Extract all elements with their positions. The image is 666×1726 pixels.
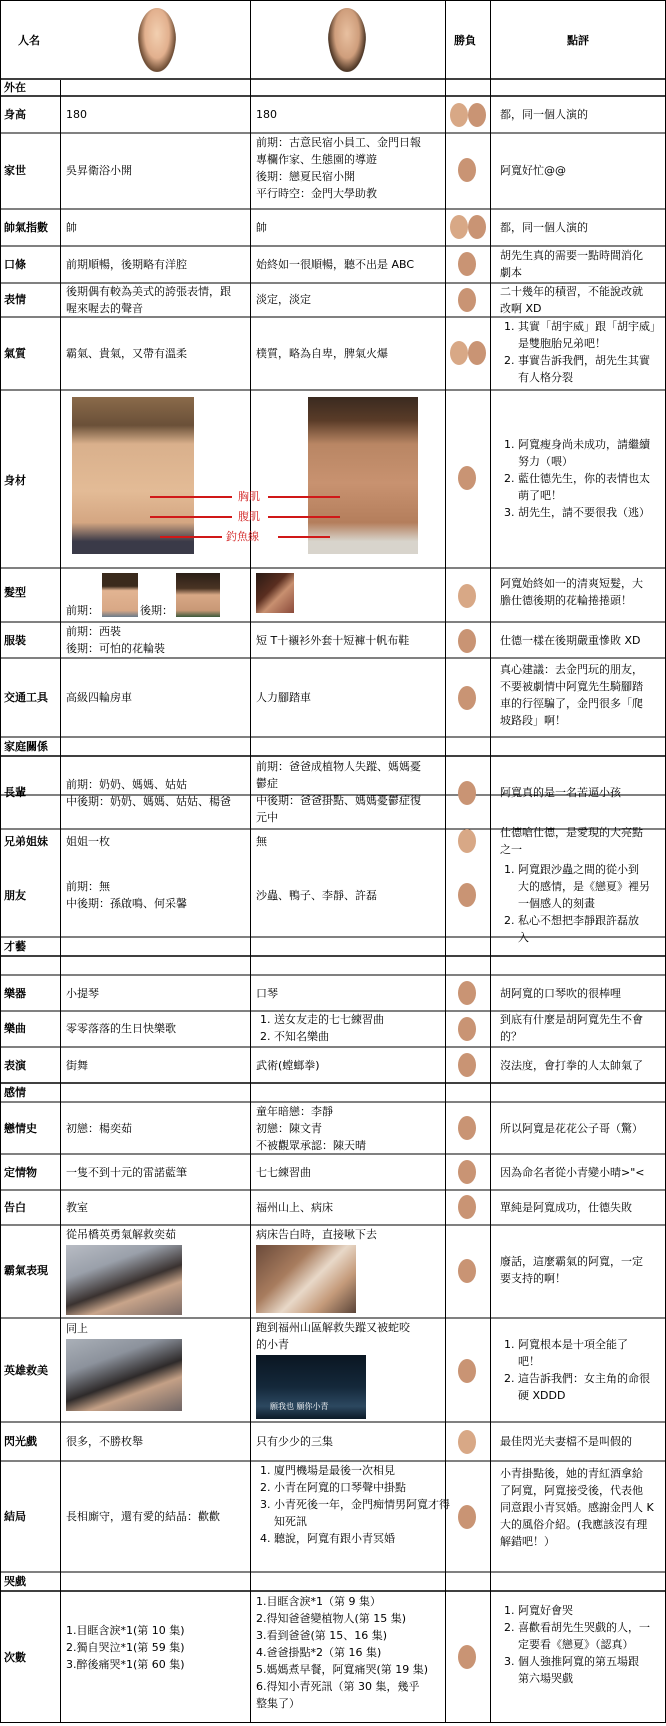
winner-icon: [458, 883, 476, 907]
row-temperament-comment: [500, 318, 666, 386]
row-bold-move-c2: 病床告白時，直接啾下去: [256, 1228, 377, 1241]
row-background-label: 家世: [4, 164, 26, 177]
row-siblings-label: 兄弟姐妹: [4, 835, 48, 848]
row-handsome-comment: 都，同一個人演的: [500, 221, 588, 234]
text-line: 是雙胞胎兄弟吧！: [518, 337, 606, 350]
row-confession-label: 告白: [4, 1201, 26, 1214]
row-rescue-comment: [500, 1336, 666, 1404]
comment-item: [518, 1336, 666, 1370]
winner-icon: [458, 1259, 476, 1283]
list-item: 3. 小青死後一年，金門痴情男阿寬才得知死訊: [274, 1496, 460, 1530]
row-bold-move-label: 霸氣表現: [4, 1264, 48, 1277]
text-line: 3. 胡先生，請不要很我（逃）: [518, 506, 650, 519]
row-token-c1: 一隻不到十元的雷諾藍筆: [66, 1166, 187, 1179]
winner-icon: [458, 1116, 476, 1140]
text-line: 1. 阿寬根本是十項全能了: [518, 1338, 628, 1351]
row-friends-c2: 沙蟲、鴨子、李靜、許磊: [256, 889, 377, 902]
text-line: 元中: [256, 811, 278, 824]
text-line: 專欄作家、生態園的導遊: [256, 153, 377, 166]
row-ending-label: 結局: [4, 1510, 26, 1523]
row-siblings-c2: 無: [256, 835, 267, 848]
header-result-label: 勝負: [454, 34, 476, 47]
text-line: 解錯吧！）: [500, 1535, 555, 1548]
text-line: 喔來喔去的聲音: [66, 302, 143, 315]
row-rescue-c2: [256, 1319, 442, 1353]
row-instrument-c2: 口琴: [256, 987, 278, 1000]
list-item: 2. 不知名樂曲: [274, 1028, 460, 1045]
tag-v-line: 釣魚線: [226, 530, 259, 543]
row-physique-comment: [500, 436, 666, 521]
comment-item: [518, 861, 666, 912]
text-line: 坡路段」啊！: [500, 714, 566, 727]
winner-icon: [458, 288, 476, 312]
text-line: 要支持的啊！: [500, 1272, 566, 1285]
text-line: 2. 這告訴我們：女主角的命很: [518, 1372, 650, 1385]
text-line: 2. 事實告訴我們，胡先生其實: [518, 354, 650, 367]
row-speech-comment: [500, 247, 643, 281]
text-line: 中後期：爸爸掛點、媽媽憂鬱症復: [256, 794, 421, 807]
winner-icon: [458, 466, 476, 490]
row-performance-c2: 武術(螳螂拳): [256, 1059, 320, 1072]
comment-item: [518, 912, 666, 946]
character-1-avatar: [138, 8, 176, 72]
text-line: 後期：戀夏民宿小開: [256, 170, 355, 183]
winner-icon: [458, 829, 476, 853]
row-background-c1: 吳昇衛浴小開: [66, 164, 132, 177]
text-line: 二十幾年的積習，不能說改就: [500, 285, 643, 298]
row-siblings-c1: 姐姐一枚: [66, 835, 110, 848]
row-confession-c1: 教室: [66, 1201, 88, 1214]
row-count-comment: [500, 1602, 666, 1687]
row-temperament-label: 氣質: [4, 347, 26, 360]
rescue-subtitle: 願我也 願你小青: [270, 1402, 329, 1411]
row-clothing-c1: [66, 623, 165, 657]
text-line: 6.得知小青死訊（第 30 集，幾乎: [256, 1680, 420, 1693]
row-clothing-c2: 短 T十襯衫外套十短褲十帆布鞋: [256, 634, 410, 647]
row-instrument-label: 樂器: [4, 987, 26, 1000]
text-line: 2. 喜歡看胡先生哭戲的人，一: [518, 1621, 650, 1634]
winner-icon: [458, 629, 476, 653]
comment-item: [518, 352, 666, 386]
text-line: 5.媽媽煮早餐，阿寬痛哭(第 19 集): [256, 1663, 429, 1676]
text-line: 的？: [500, 1030, 522, 1043]
list-item: 1. 送女友走的七七練習曲: [274, 1011, 460, 1028]
text-line: 中後期：奶奶、媽媽、姑姑、楊爸: [66, 795, 231, 808]
row-confession-comment: 單純是阿寬成功，仕德失敗: [500, 1201, 632, 1214]
hairstyle-late-label: 後期：: [140, 604, 173, 617]
row-handsome-c2: 帥: [256, 221, 267, 234]
winner-icon: [458, 1160, 476, 1184]
text-line: 真心建議：去金門玩的朋友，: [500, 663, 643, 676]
text-line: 2.得知爸爸變植物人(第 15 集): [256, 1612, 407, 1625]
text-line: 小青掛點後，她的青紅酒拿給: [500, 1467, 643, 1480]
row-confession-c2: 福州山上、病床: [256, 1201, 333, 1214]
row-friends-c1: [66, 878, 187, 912]
row-token-c2: 七七練習曲: [256, 1166, 311, 1179]
bold-move-c1-photo: [66, 1245, 182, 1315]
comment-item: [518, 1619, 666, 1653]
row-height-c2: 180: [256, 108, 277, 121]
winner-icon: [458, 981, 476, 1005]
row-speech-c2: 始終如一很順暢，聽不出是 ABC: [256, 258, 415, 271]
text-line: 第六場哭戲: [518, 1672, 573, 1685]
text-line: 了阿寬，阿寬接受後，代表他: [500, 1484, 643, 1497]
text-line: 有人格分裂: [518, 371, 573, 384]
comment-item: [518, 1370, 666, 1404]
text-line: 硬 XDDD: [518, 1389, 566, 1402]
text-line: 同意跟小青冥婚。感謝金門人 K: [500, 1501, 654, 1514]
row-transport-c2: 人力腳踏車: [256, 691, 311, 704]
winner-icon: [458, 1195, 476, 1219]
text-line: 後期偶有較為美式的誇張表情，跟: [66, 285, 231, 298]
list-item: 4. 聽說，阿寬有跟小青冥婚: [274, 1530, 460, 1547]
text-line: 之一: [500, 843, 522, 856]
text-line: 1. 阿寬好會哭: [518, 1604, 573, 1617]
text-line: 2. 藍仕德先生，你的表情也太: [518, 472, 650, 485]
comment-item: [518, 470, 666, 504]
row-instrument-c1: 小提琴: [66, 987, 99, 1000]
text-line: 3. 個人強推阿寬的第五場跟: [518, 1655, 639, 1668]
winner-icon-1: [450, 341, 468, 365]
text-line: 1. 阿寬跟沙蟲之間的從小到: [518, 863, 639, 876]
text-line: 後期：可怕的花輪裝: [66, 642, 165, 655]
row-count-c2: [256, 1593, 442, 1712]
text-line: 前期：爸爸成植物人失蹤、媽媽憂: [256, 760, 421, 773]
row-background-comment: 阿寬好忙@@: [500, 164, 566, 177]
row-siblings-comment: [500, 824, 643, 858]
header-comment-label: 點評: [567, 34, 589, 47]
text-line: 廢話，這麼霸氣的阿寬，一定: [500, 1255, 643, 1268]
text-line: 不被觀眾承認：陳天晴: [256, 1139, 366, 1152]
row-elders-label: 長輩: [4, 786, 26, 799]
winner-icon-2: [468, 103, 486, 127]
row-performance-comment: 沒法度，會打拳的人太帥氣了: [500, 1059, 643, 1072]
row-instrument-comment: 胡阿寬的口琴吹的很棒哩: [500, 987, 621, 1000]
text-line: 2.獨自哭泣*1(第 59 集): [66, 1641, 185, 1654]
comment-item: [518, 318, 666, 352]
row-bold-move-comment: [500, 1253, 643, 1287]
text-line: 中後期：孫啟鳴、何采馨: [66, 897, 187, 910]
text-line: 定要看《戀夏》（認真）: [518, 1638, 634, 1651]
text-line: 4.爸爸掛點*2（第 16 集): [256, 1646, 382, 1659]
winner-icon: [458, 158, 476, 182]
row-background-c2: [256, 134, 442, 202]
text-line: 改啊 XD: [500, 302, 542, 315]
row-transport-label: 交通工具: [4, 691, 48, 704]
tag-chest: 胸肌: [238, 490, 260, 503]
row-transport-comment: [500, 661, 643, 729]
row-expression-label: 表情: [4, 293, 26, 306]
row-hairstyle-label: 髮型: [4, 586, 26, 599]
winner-icon-1: [450, 103, 468, 127]
row-clothing-comment: 仕德一樣在後期嚴重慘敗 XD: [500, 634, 641, 647]
row-count-c1: [66, 1622, 185, 1673]
row-rescue-c1: 同上: [66, 1322, 88, 1335]
row-height-label: 身高: [4, 108, 26, 121]
comment-item: [518, 1653, 666, 1687]
row-song-comment: [500, 1011, 643, 1045]
text-line: 劇本: [500, 266, 522, 279]
row-speech-label: 口條: [4, 258, 26, 271]
text-line: 膽仕德後期的花輪捲捲頭！: [500, 594, 632, 607]
winner-icon: [458, 1359, 476, 1383]
row-love-history-c2: [256, 1103, 366, 1154]
text-line: 不要被劇情中阿寬先生騎腳踏: [500, 680, 643, 693]
text-line: 胡先生真的需要一點時間消化: [500, 249, 643, 262]
text-line: 大的感情，是《戀夏》裡另: [518, 880, 650, 893]
row-token-label: 定情物: [4, 1166, 37, 1179]
section-appearance: 外在: [4, 81, 26, 94]
text-line: 車的行徑騙了，金門很多「爬: [500, 697, 643, 710]
row-expression-comment: [500, 283, 643, 317]
row-flash-comment: 最佳閃光夫妻檔不是叫假的: [500, 1435, 632, 1448]
comment-item: [518, 436, 666, 470]
row-performance-c1: 街舞: [66, 1059, 88, 1072]
text-line: 努力（喂）: [518, 455, 573, 468]
winner-icon: [458, 1017, 476, 1041]
row-ending-comment: [500, 1465, 654, 1550]
character-2-avatar: [328, 8, 366, 72]
row-love-history-c1: 初戀：楊奕茹: [66, 1122, 132, 1135]
comment-item: [518, 1602, 666, 1619]
text-line: 鬱症: [256, 777, 278, 790]
row-hairstyle-comment: [500, 575, 643, 609]
row-performance-label: 表演: [4, 1059, 26, 1072]
row-flash-c1: 很多，不勝枚舉: [66, 1435, 143, 1448]
row-flash-label: 閃光戲: [4, 1435, 37, 1448]
winner-icon: [458, 781, 476, 805]
winner-icon-2: [468, 215, 486, 239]
text-line: 3.看到爸爸(第 15、16 集): [256, 1629, 388, 1642]
row-flash-c2: 只有少少的三集: [256, 1435, 333, 1448]
rescue-c1-photo: [66, 1339, 182, 1411]
text-line: 童年暗戀：李靜: [256, 1105, 333, 1118]
row-token-comment: 因為命名者從小青變小晴>"<: [500, 1166, 645, 1179]
text-line: 3.醉後痛哭*1(第 60 集): [66, 1658, 185, 1671]
text-line: 前期：古意民宿小員工、金門日報: [256, 136, 421, 149]
text-line: 一個感人的刻畫: [518, 897, 595, 910]
row-elders-c2: [256, 758, 421, 826]
row-transport-c1: 高級四輪房車: [66, 691, 132, 704]
row-rescue-label: 英雄救美: [4, 1364, 48, 1377]
row-height-comment: 都，同一個人演的: [500, 108, 588, 121]
row-temperament-c1: 霸氣、貴氣，又帶有溫柔: [66, 347, 187, 360]
winner-icon-2: [468, 341, 486, 365]
text-line: 整集了）: [256, 1697, 300, 1710]
row-expression-c1: [66, 283, 231, 317]
row-physique-label: 身材: [4, 474, 26, 487]
text-line: 初戀：陳文青: [256, 1122, 322, 1135]
hairstyle-early-photo: [102, 573, 138, 617]
text-line: 阿寬始終如一的清爽短髮，大: [500, 577, 643, 590]
text-line: 仕德嗆仕德，是愛現的大亮點: [500, 826, 643, 839]
text-line: 到底有什麼是胡阿寬先生不會: [500, 1013, 643, 1026]
text-line: 前期：奶奶、媽媽、姑姑: [66, 778, 187, 791]
hairstyle-early-label: 前期：: [66, 604, 99, 617]
row-ending-c1: 長相廝守，還有愛的結晶：歡歡: [66, 1510, 220, 1523]
text-line: 萌了吧！: [518, 489, 562, 502]
winner-icon-1: [450, 215, 468, 239]
row-expression-c2: 淡定，淡定: [256, 293, 311, 306]
section-family: 家庭關係: [4, 740, 48, 753]
hairstyle-late-photo: [176, 573, 220, 617]
row-bold-move-c1: 從吊橋英勇氣解救奕茹: [66, 1228, 176, 1241]
row-song-c2: [256, 1011, 460, 1045]
row-clothing-label: 服裝: [4, 634, 26, 647]
row-speech-c1: 前期順暢，後期略有洋腔: [66, 258, 187, 271]
text-line: 的小青: [256, 1338, 289, 1351]
row-ending-c2: [256, 1462, 460, 1547]
text-line: 大的風俗介紹。(我應該沒有理: [500, 1518, 648, 1531]
bold-move-c2-photo: [256, 1245, 356, 1313]
row-temperament-c2: 樸質，略為自卑，脾氣火爆: [256, 347, 388, 360]
text-line: 1.目眶含淚*1（第 9 集）: [256, 1595, 381, 1608]
winner-icon: [458, 1645, 476, 1669]
tag-abs: 腹肌: [238, 510, 260, 523]
winner-icon: [458, 1053, 476, 1077]
row-elders-c1: [66, 776, 231, 810]
section-talent: 才藝: [4, 940, 26, 953]
row-friends-label: 朋友: [4, 889, 26, 902]
row-friends-comment: [500, 861, 666, 946]
text-line: 跑到福州山區解救失蹤又被蛇咬: [256, 1321, 410, 1334]
winner-icon: [458, 686, 476, 710]
winner-icon: [458, 252, 476, 276]
row-song-label: 樂曲: [4, 1022, 26, 1035]
section-romance: 感情: [4, 1086, 26, 1099]
text-line: 入: [518, 931, 529, 944]
row-handsome-c1: 帥: [66, 221, 77, 234]
winner-icon: [458, 1505, 476, 1529]
row-song-c1: 零零落落的生日快樂歌: [66, 1022, 176, 1035]
text-line: 1. 其實「胡宇威」跟「胡宇威」: [518, 320, 661, 333]
text-line: 前期：無: [66, 880, 110, 893]
row-height-c1: 180: [66, 108, 87, 121]
text-line: 平行時空：金門大學助教: [256, 187, 377, 200]
section-crying: 哭戲: [4, 1575, 26, 1588]
header-name-label: 人名: [18, 34, 40, 47]
text-line: 2. 私心不想把李靜跟許磊放: [518, 914, 639, 927]
row-love-history-comment: 所以阿寬是花花公子哥（驚）: [500, 1122, 643, 1135]
text-line: 前期：西裝: [66, 625, 121, 638]
comment-item: [518, 504, 666, 521]
text-line: 1.目眶含淚*1(第 10 集): [66, 1624, 185, 1637]
row-handsome-label: 帥氣指數: [4, 221, 48, 234]
list-item: 2. 小青在阿寬的口琴聲中掛點: [274, 1479, 460, 1496]
list-item: 1. 廈門機場是最後一次相見: [274, 1462, 460, 1479]
hairstyle-c2-photo: [256, 573, 294, 613]
winner-icon: [458, 1430, 476, 1454]
text-line: 吧！: [518, 1355, 540, 1368]
winner-icon: [458, 584, 476, 608]
row-elders-comment: 阿寬真的是一名苦逼小孩: [500, 786, 621, 799]
text-line: 1. 阿寬瘦身尚未成功，請繼續: [518, 438, 650, 451]
row-love-history-label: 戀情史: [4, 1122, 37, 1135]
row-count-label: 次數: [4, 1651, 26, 1664]
